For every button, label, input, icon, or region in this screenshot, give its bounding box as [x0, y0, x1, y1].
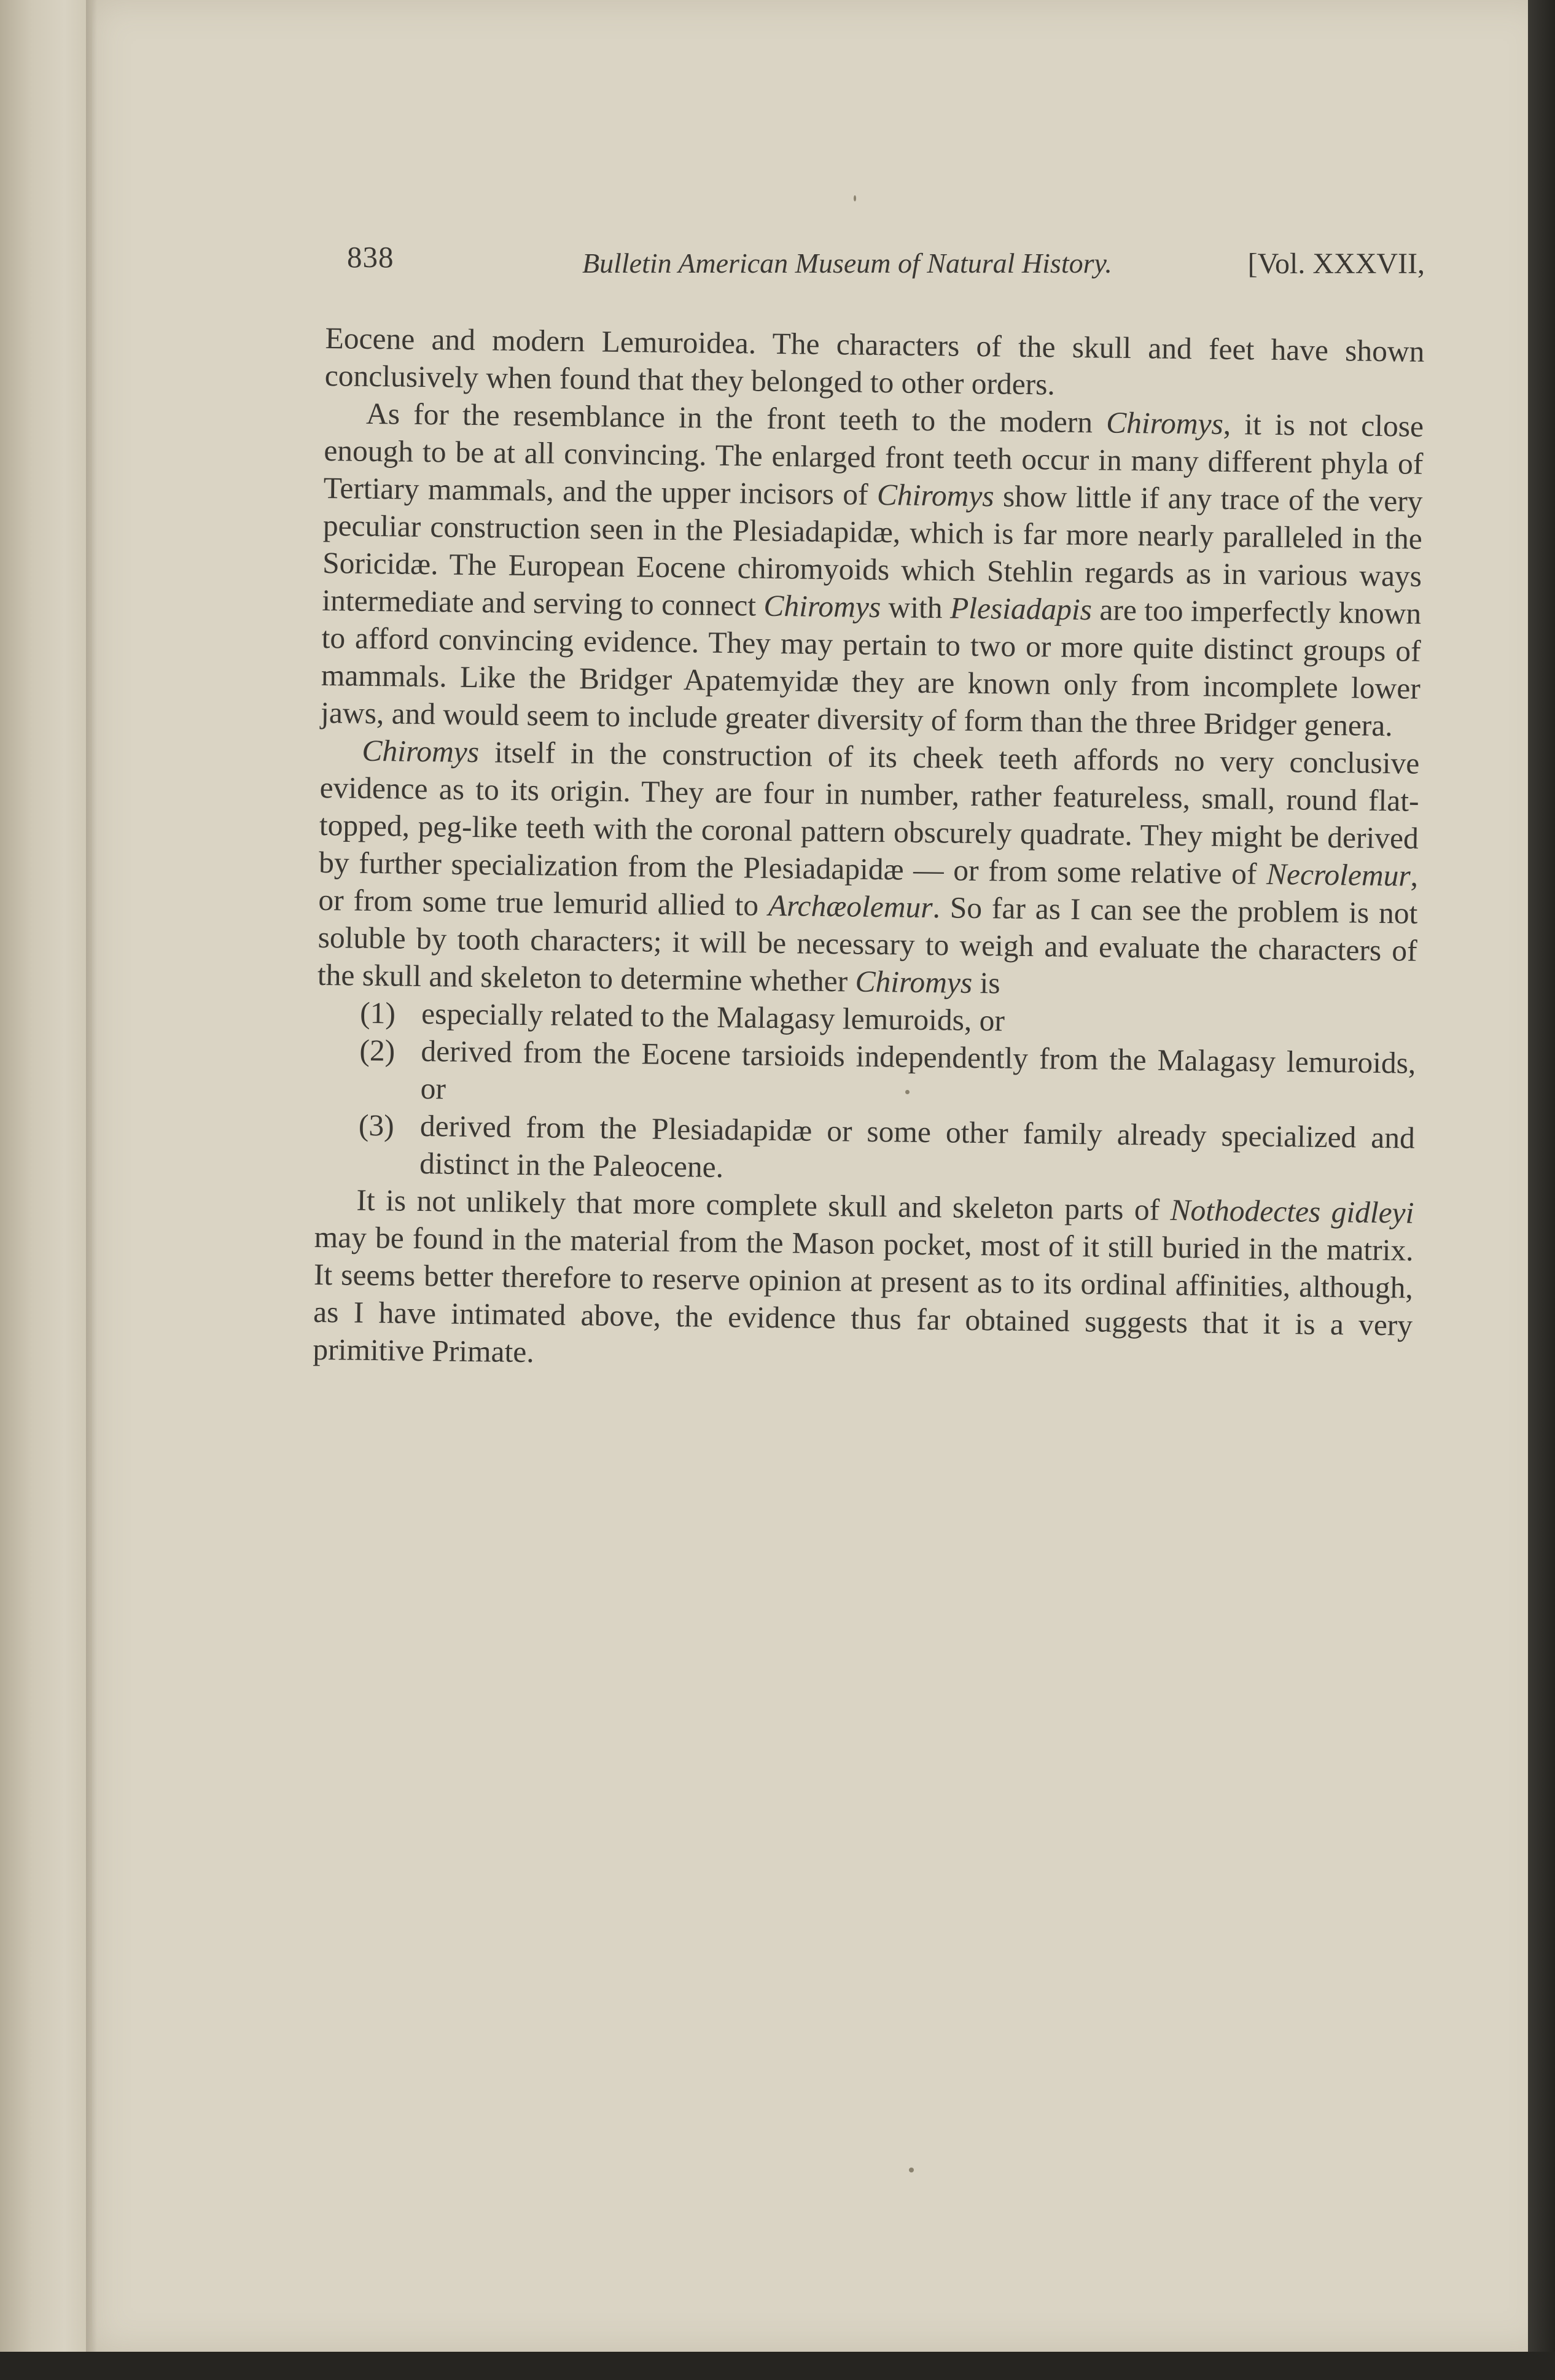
running-head: [347, 239, 1425, 282]
facing-page-edge: [0, 0, 92, 2380]
paragraph: It is not unlikely that more complete skull and skeleton parts of Nothodectes gidleyi may be found in the material from the Mason pocket, most of it still buried in the matrix. It seems better therefore to reserve opinion at present as to its ordinal affinities, although, as I have intimated above, the evidence thus far obtained suggests that it is a very primitive Primate.: [313, 1183, 1414, 1369]
taxon-name: Plesiadapis: [949, 591, 1093, 627]
list-item-text: especially related to the Malagasy lemuroids, or: [421, 996, 1005, 1038]
paragraph: As for the resemblance in the front teeth to the modern Chiromys, it is not close enough to be at all convincing. The enlarged front teeth occur in many different phyla of Tertiary mammals, and the upper incisors of Chiromys show little if any trace of the very peculiar construction seen in the Plesiadapidæ, which is far more nearly paralleled in the Soricidæ. The European Eocene chiromyoids which Stehlin regards as in various ways intermediate and serving to connect Chiromys with Plesiadapis are too imperfectly known to afford convincing evidence. They may pertain to two or more quite distinct groups of mammals. Like the Bridger Apatemyidæ they are known only from incomplete lower jaws, and would seem to include greater diversity of form than the three Bridger genera.: [320, 396, 1424, 743]
list-item-text: derived from the Eocene tarsioids independently from the Malagasy lemuroids, or: [420, 1033, 1416, 1106]
taxon-name: Necrolemur: [1266, 857, 1411, 893]
taxon-name: Archæolemur: [768, 888, 933, 925]
bottom-scan-border: [0, 2352, 1555, 2380]
list-marker: (1): [359, 995, 396, 1030]
taxon-name: Chiromys: [876, 477, 994, 513]
paper-speck: [909, 2168, 914, 2172]
journal-title: Bulletin American Museum of Natural History.: [582, 247, 1112, 279]
list-marker: (3): [358, 1108, 395, 1143]
taxon-name: Chiromys: [362, 733, 480, 769]
taxon-name: Chiromys: [855, 964, 973, 1000]
taxon-name: Nothodectes gidleyi: [1170, 1192, 1414, 1230]
volume-label: [Vol. XXXVII,: [1247, 247, 1425, 280]
gutter-shadow: [86, 0, 97, 2380]
list-item-text: derived from the Plesiadapidæ or some other family already specialized and distinct in the Paleocene.: [419, 1108, 1416, 1184]
page-number: 838: [347, 240, 394, 274]
taxon-name: Chiromys: [763, 588, 881, 624]
list-item: [315, 1106, 1415, 1194]
paragraph: Chiromys itself in the construction of its cheek teeth affords no very conclusive evidence as to its origin. They are four in number, rather featureless, small, round flat-topped, peg-like teeth with the coronal pattern obscurely quadrate. They might be derived by further specialization from the Plesiadapidæ — or from some relative of Necrolemur, or from some true lemurid allied to Archæolemur. So far as I can see the problem is not soluble by tooth characters; it will be necessary to weigh and evaluate the characters of the skull and skeleton to determine whether Chiromys is: [317, 733, 1420, 1000]
right-binding-edge: [1528, 0, 1555, 2380]
paper-speck: [854, 195, 856, 201]
criteria-list: [315, 994, 1417, 1194]
list-marker: (2): [359, 1033, 396, 1068]
taxon-name: Chiromys: [1105, 405, 1224, 441]
paragraph: Eocene and modern Lemuroidea. The characters of the skull and feet have shown conclusively when found that they belonged to other orders.: [324, 321, 1425, 402]
list-item: [316, 1031, 1416, 1119]
article-body: [313, 319, 1425, 1382]
